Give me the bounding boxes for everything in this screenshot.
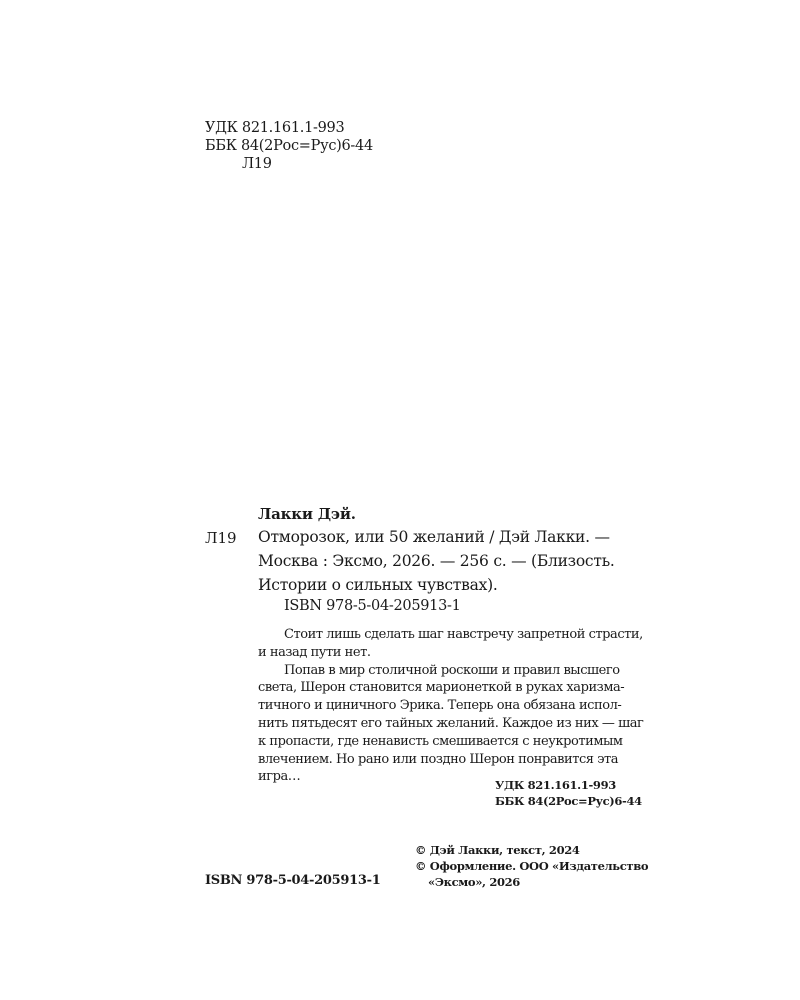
annotation <box>258 626 643 786</box>
bibliographic-description <box>258 525 615 597</box>
biblio-line: Истории о сильных чувствах). <box>258 576 498 594</box>
copyright-publisher: «Эксмо», 2026 <box>428 875 520 889</box>
annotation-line: Стоит лишь сделать шаг навстречу запретной страсти, <box>284 627 643 642</box>
classification-bbk: ББК 84(2Рос=Рус)6-44 <box>495 794 642 808</box>
top-cutter: Л19 <box>242 156 272 172</box>
annotation-line: тичного и циничного Эрика. Теперь она обязана испол- <box>258 698 622 714</box>
annotation-line: и назад пути нет. <box>258 644 371 660</box>
annotation-line: нить пятьдесят его тайных желаний. Каждое из них — шаг <box>258 715 644 731</box>
annotation-line: влечением. Но рано или поздно Шерон понравится эта <box>258 751 619 767</box>
annotation-line: игра… <box>258 769 301 785</box>
isbn-bottom: ISBN 978-5-04-205913-1 <box>205 873 381 888</box>
top-udk: УДК 821.161.1-993 <box>205 120 345 136</box>
top-bbk: ББК 84(2Рос=Рус)6-44 <box>205 138 373 154</box>
biblio-line: Москва : Эксмо, 2026. — 256 с. — (Близость. <box>258 552 615 570</box>
annotation-line: Попав в мир столичной роскоши и правил высшего <box>284 662 620 678</box>
author-heading: Лакки Дэй. <box>258 505 356 523</box>
copyright-design: © Оформление. ООО «Издательство <box>415 859 649 873</box>
biblio-line: Отморозок, или 50 желаний / Дэй Лакки. — <box>258 528 610 546</box>
copyright-text: © Дэй Лакки, текст, 2024 <box>415 843 580 857</box>
record-cutter: Л19 <box>205 529 237 547</box>
annotation-line: света, Шерон становится марионеткой в руках харизма- <box>258 680 625 696</box>
annotation-line: к пропасти, где ненависть смешивается с неукротимым <box>258 733 623 749</box>
classification-udk: УДК 821.161.1-993 <box>495 778 616 792</box>
record-isbn: ISBN 978-5-04-205913-1 <box>284 598 461 614</box>
